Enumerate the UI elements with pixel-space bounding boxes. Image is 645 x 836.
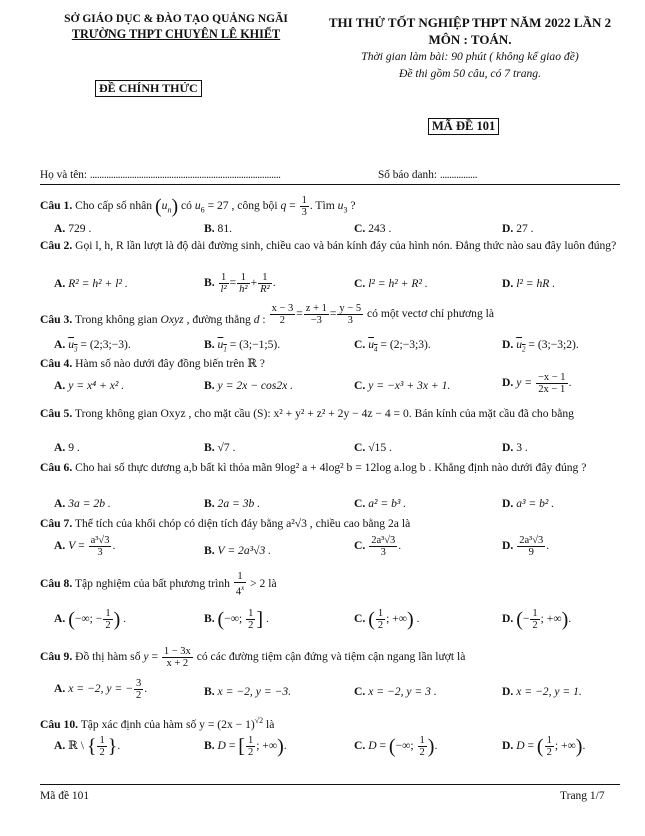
q10-option-b[interactable]: B. D = [ $\frac{1}{2}$ ; +∞).	[204, 735, 287, 758]
question-7: Câu 7. Thể tích của khối chóp có diện tích đáy bằng a²√3 , chiều cao bằng 2a là	[40, 517, 411, 530]
q6-option-d[interactable]: D. a³ = b² .	[502, 497, 555, 510]
q1-option-a[interactable]: A. 729 .	[54, 222, 92, 235]
question-label: Câu 1.	[40, 199, 73, 213]
q4-options	[40, 372, 620, 400]
q10-options	[40, 733, 620, 765]
pages-info: Đề thi gồm 50 câu, có 7 trang.	[398, 67, 541, 80]
q8-options	[40, 606, 620, 638]
q4-option-c[interactable]: C. y = −x³ + 3x + 1.	[354, 379, 451, 392]
header-right	[300, 14, 640, 82]
q3-option-d[interactable]: D. $u_2$ = (3;−3;2).	[502, 338, 579, 354]
q6-option-b[interactable]: B. 2a = 3b .	[204, 497, 261, 510]
q2-option-b[interactable]: B. $\frac{1}{\text{l²}}$ = $\frac{1}{\text{h²}}$ + $\frac{1}{\text{R²}}$ .	[204, 272, 276, 295]
q3-option-a[interactable]: A. $u_3$ = (2;3;−3).	[54, 338, 131, 354]
question-9: Câu 9. Đồ thị hàm số y = $\frac{1 - 3x}{x + 2}$ có các đường tiệm cận đứng và tiệm cận ngang lần lượt là	[40, 646, 466, 669]
divider-bottom	[40, 784, 620, 785]
q4-option-a[interactable]: A. y = x⁴ + x² .	[54, 379, 125, 392]
student-info-row	[40, 169, 620, 181]
footer-code: Mã đề 101	[40, 790, 90, 802]
question-1: Câu 1. Cho cấp số nhân $(u_n)$ có $u_6 = 27$ , công bội q = $\frac{1}{3}$ . Tìm $u_3$ ?	[40, 195, 356, 218]
school-name: TRƯỜNG THPT CHUYÊN LÊ KHIẾT	[71, 27, 281, 41]
question-label: Câu 4.	[40, 357, 73, 370]
footer-page: Trang 1/7	[560, 790, 605, 802]
question-label: Câu 7.	[40, 517, 73, 530]
id-field[interactable]: ................	[439, 169, 478, 181]
q8-option-c[interactable]: C. ( $\frac{1}{2}$ ; +∞) .	[354, 608, 420, 631]
question-label: Câu 3.	[40, 313, 73, 327]
q9-option-d[interactable]: D. x = −2, y = 1.	[502, 685, 582, 698]
q10-option-a[interactable]: A. ℝ \ { $\frac{1}{2}$ }.	[54, 735, 121, 758]
question-label: Câu 2.	[40, 239, 73, 252]
header-left	[26, 12, 326, 42]
question-label: Câu 9.	[40, 650, 73, 664]
question-label: Câu 6.	[40, 461, 73, 474]
q5-option-c[interactable]: C. √15 .	[354, 441, 392, 454]
name-label: Họ và tên:	[40, 169, 90, 181]
q2-option-a[interactable]: A. R² = h² + l² .	[54, 277, 128, 290]
q8-option-b[interactable]: B. (−∞; $\frac{1}{2}$ ] .	[204, 608, 269, 631]
q7-option-b[interactable]: B. V = 2a³√3 .	[204, 544, 272, 557]
q3-option-b[interactable]: B. $u_1$ = (3;−1;5).	[204, 338, 281, 354]
divider-top	[40, 184, 620, 185]
exam-title: THI THỬ TỐT NGHIỆP THPT NĂM 2022 LẦN 2	[328, 15, 612, 30]
question-10: Câu 10. Tập xác định của hàm số $y = (2x - 1)^{√2}$ là	[40, 716, 275, 731]
question-3: Câu 3. Trong không gian Oxyz , đường thẳng d : $\frac{x - 3}{2}$ = $\frac{z + 1}{-3}$ = $\frac{y - 5}{3}$ có một vectơ chỉ phương là	[40, 303, 495, 327]
q7-option-d[interactable]: D. $\frac{\text{2a³√3}}{9}$ .	[502, 535, 550, 558]
question-2: Câu 2. Gọi l, h, R lần lượt là độ dài đường sinh, chiều cao và bán kính đáy của hình nón. Đẳng thức nào sau đây luôn đúng?	[40, 239, 617, 252]
q5-option-d[interactable]: D. 3 .	[502, 441, 528, 454]
question-5: Câu 5. Trong không gian Oxyz , cho mặt cầu (S): x² + y² + z² + 2y − 4z − 4 = 0. Bán kính của mặt cầu đã cho bằng	[40, 407, 574, 420]
exam-code-box: MÃ ĐỀ 101	[428, 118, 499, 135]
name-field[interactable]: ..................................................................................	[89, 169, 281, 181]
q4-option-b[interactable]: B. y = 2x − cos2x .	[204, 379, 294, 392]
q5-option-a[interactable]: A. 9 .	[54, 441, 80, 454]
question-label: Câu 5.	[40, 407, 73, 420]
question-label: Câu 8.	[40, 576, 73, 590]
q2-options	[40, 272, 620, 298]
q1-option-c[interactable]: C. 243 .	[354, 222, 392, 235]
q8-option-a[interactable]: A. (−∞; − $\frac{1}{2}$ ) .	[54, 608, 127, 631]
q4-option-d[interactable]: D. y = $\frac{-x - 1}{2x - 1}$ .	[502, 372, 572, 395]
q6-option-a[interactable]: A. 3a = 2b .	[54, 497, 111, 510]
time-info: Thời gian làm bài: 90 phút ( không kể giao đề)	[361, 50, 579, 63]
q2-option-d[interactable]: D. l² = hR .	[502, 277, 556, 290]
id-label: Số báo danh:	[378, 169, 440, 181]
q1-option-b[interactable]: B. 81.	[204, 222, 233, 235]
q9-options	[40, 678, 620, 708]
q6-option-c[interactable]: C. a² = b³ .	[354, 497, 407, 510]
q7-option-a[interactable]: A. V = $\frac{\text{a³√3}}{3}$ .	[54, 535, 116, 558]
id-block	[378, 169, 477, 181]
q7-option-c[interactable]: C. $\frac{\text{2a³√3}}{3}$ .	[354, 535, 402, 558]
q9-option-c[interactable]: C. x = −2, y = 3 .	[354, 685, 437, 698]
official-label: ĐỀ CHÍNH THỨC	[95, 80, 202, 97]
subject: MÔN : TOÁN.	[428, 32, 512, 47]
q8-option-d[interactable]: D. (− $\frac{1}{2}$ ; +∞).	[502, 608, 572, 631]
question-label: Câu 10.	[40, 717, 79, 731]
question-6: Câu 6. Cho hai số thực dương a,b bất kì thỏa mãn 9log² a + 4log² b = 12log a.log b . Khẳng định nào dưới đây đúng ?	[40, 461, 587, 474]
q3-option-c[interactable]: C. $u_4$ = (2;−3;3).	[354, 338, 431, 354]
q7-options	[40, 533, 620, 565]
q9-option-a[interactable]: A. x = −2, y = − $\frac{3}{2}$ .	[54, 678, 148, 701]
q9-option-b[interactable]: B. x = −2, y = −3.	[204, 685, 292, 698]
department-name: SỞ GIÁO DỤC & ĐÀO TẠO QUẢNG NGÃI	[64, 13, 288, 25]
q2-option-c[interactable]: C. l² = h² + R² .	[354, 277, 428, 290]
q5-option-b[interactable]: B. √7 .	[204, 441, 236, 454]
q1-option-d[interactable]: D. 27 .	[502, 222, 534, 235]
q3-options	[40, 337, 620, 352]
question-8: Câu 8. Tập nghiệm của bất phương trình $\frac{1}{4^x}$ > 2 là	[40, 571, 277, 598]
q6-options	[40, 496, 620, 511]
q5-options	[40, 440, 620, 455]
q1-options	[40, 221, 620, 236]
q10-option-d[interactable]: D. D = ( $\frac{1}{2}$ ; +∞).	[502, 735, 586, 758]
q10-option-c[interactable]: C. D = (−∞; $\frac{1}{2}$ ).	[354, 735, 438, 758]
question-4: Câu 4. Hàm số nào dưới đây đồng biến trên ℝ ?	[40, 357, 265, 370]
